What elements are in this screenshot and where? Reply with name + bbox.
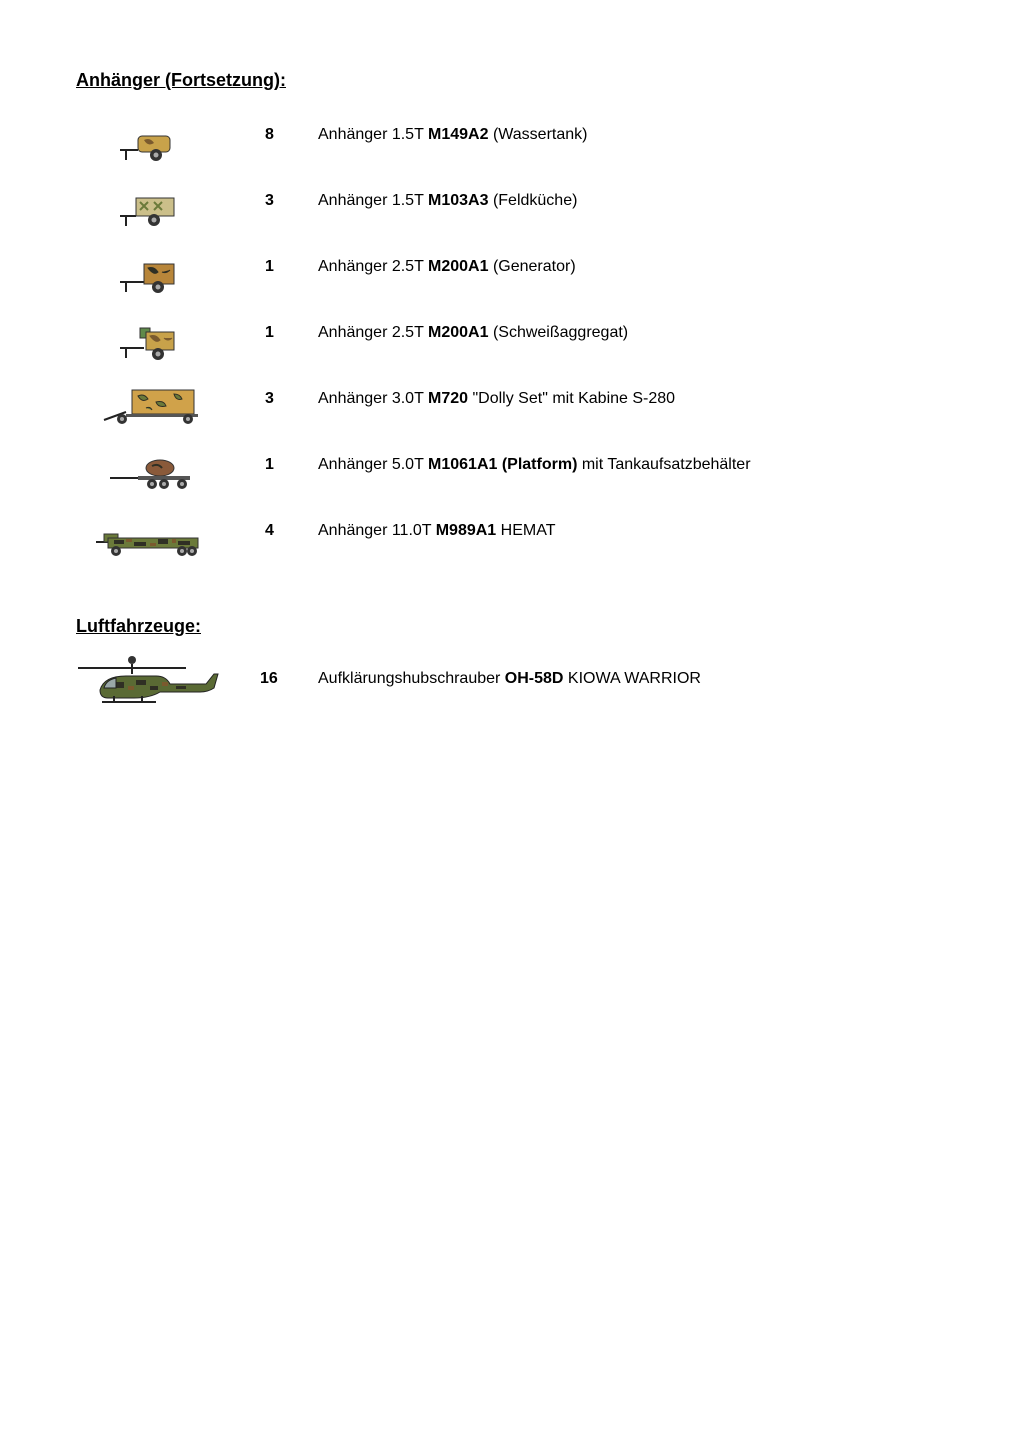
- item-prefix: Anhänger 2.5T: [318, 258, 429, 275]
- item-suffix: HEMAT: [496, 522, 556, 539]
- item-description: [318, 323, 628, 343]
- item-prefix: Anhänger 2.5T: [318, 324, 429, 341]
- platform-tank-trailer-icon: [108, 456, 194, 492]
- item-prefix: Anhänger 1.5T: [318, 192, 429, 209]
- item-description: [318, 455, 751, 475]
- list-item: [0, 120, 1018, 170]
- item-quantity: 1: [265, 456, 274, 473]
- item-description: [318, 389, 675, 409]
- list-item: [0, 318, 1018, 368]
- item-quantity: 1: [265, 324, 274, 341]
- item-description: [318, 191, 577, 211]
- hemat-trailer-icon: [94, 526, 202, 558]
- item-description: [318, 669, 701, 689]
- list-item: [0, 516, 1018, 566]
- item-model: M1061A1 (Platform): [428, 456, 578, 473]
- list-item: [0, 384, 1018, 434]
- item-prefix: Anhänger 3.0T: [318, 390, 429, 407]
- item-model: OH-58D: [504, 670, 564, 687]
- item-quantity: 16: [260, 670, 278, 687]
- item-suffix: mit Tankaufsatzbehälter: [577, 456, 751, 473]
- item-prefix: Anhänger 5.0T: [318, 456, 429, 473]
- item-suffix: (Wassertank): [488, 126, 588, 143]
- item-prefix: Anhänger 11.0T: [318, 522, 436, 539]
- helicopter-icon: [76, 656, 222, 706]
- list-item: [0, 656, 1018, 706]
- section-title-trailers: Anhänger (Fortsetzung):: [76, 70, 286, 90]
- item-model: M989A1: [435, 522, 497, 539]
- list-item: [0, 186, 1018, 236]
- item-suffix: (Generator): [488, 258, 576, 275]
- item-model: M200A1: [428, 324, 489, 341]
- water-trailer-icon: [118, 128, 176, 164]
- item-model: M720: [428, 390, 469, 407]
- item-model: M149A2: [428, 126, 489, 143]
- item-quantity: 3: [265, 390, 274, 407]
- item-prefix: Anhänger 1.5T: [318, 126, 429, 143]
- welding-trailer-icon: [118, 324, 178, 364]
- item-quantity: 3: [265, 192, 274, 209]
- item-model: M103A3: [428, 192, 489, 209]
- section-title-aircraft: Luftfahrzeuge:: [76, 616, 201, 636]
- item-description: [318, 257, 576, 277]
- item-description: [318, 521, 555, 541]
- item-suffix: (Feldküche): [488, 192, 578, 209]
- field-kitchen-trailer-icon: [118, 192, 178, 230]
- item-prefix: Aufklärungshubschrauber: [318, 670, 505, 687]
- item-model: M200A1: [428, 258, 489, 275]
- item-quantity: 1: [265, 258, 274, 275]
- item-suffix: (Schweißaggregat): [488, 324, 629, 341]
- list-item: [0, 450, 1018, 500]
- list-item: [0, 252, 1018, 302]
- item-suffix: "Dolly Set" mit Kabine S-280: [468, 390, 676, 407]
- item-description: [318, 125, 587, 145]
- item-quantity: 8: [265, 126, 274, 143]
- dolly-cabin-trailer-icon: [102, 386, 200, 426]
- generator-trailer-icon: [118, 258, 178, 296]
- item-quantity: 4: [265, 522, 274, 539]
- item-suffix: KIOWA WARRIOR: [563, 670, 701, 687]
